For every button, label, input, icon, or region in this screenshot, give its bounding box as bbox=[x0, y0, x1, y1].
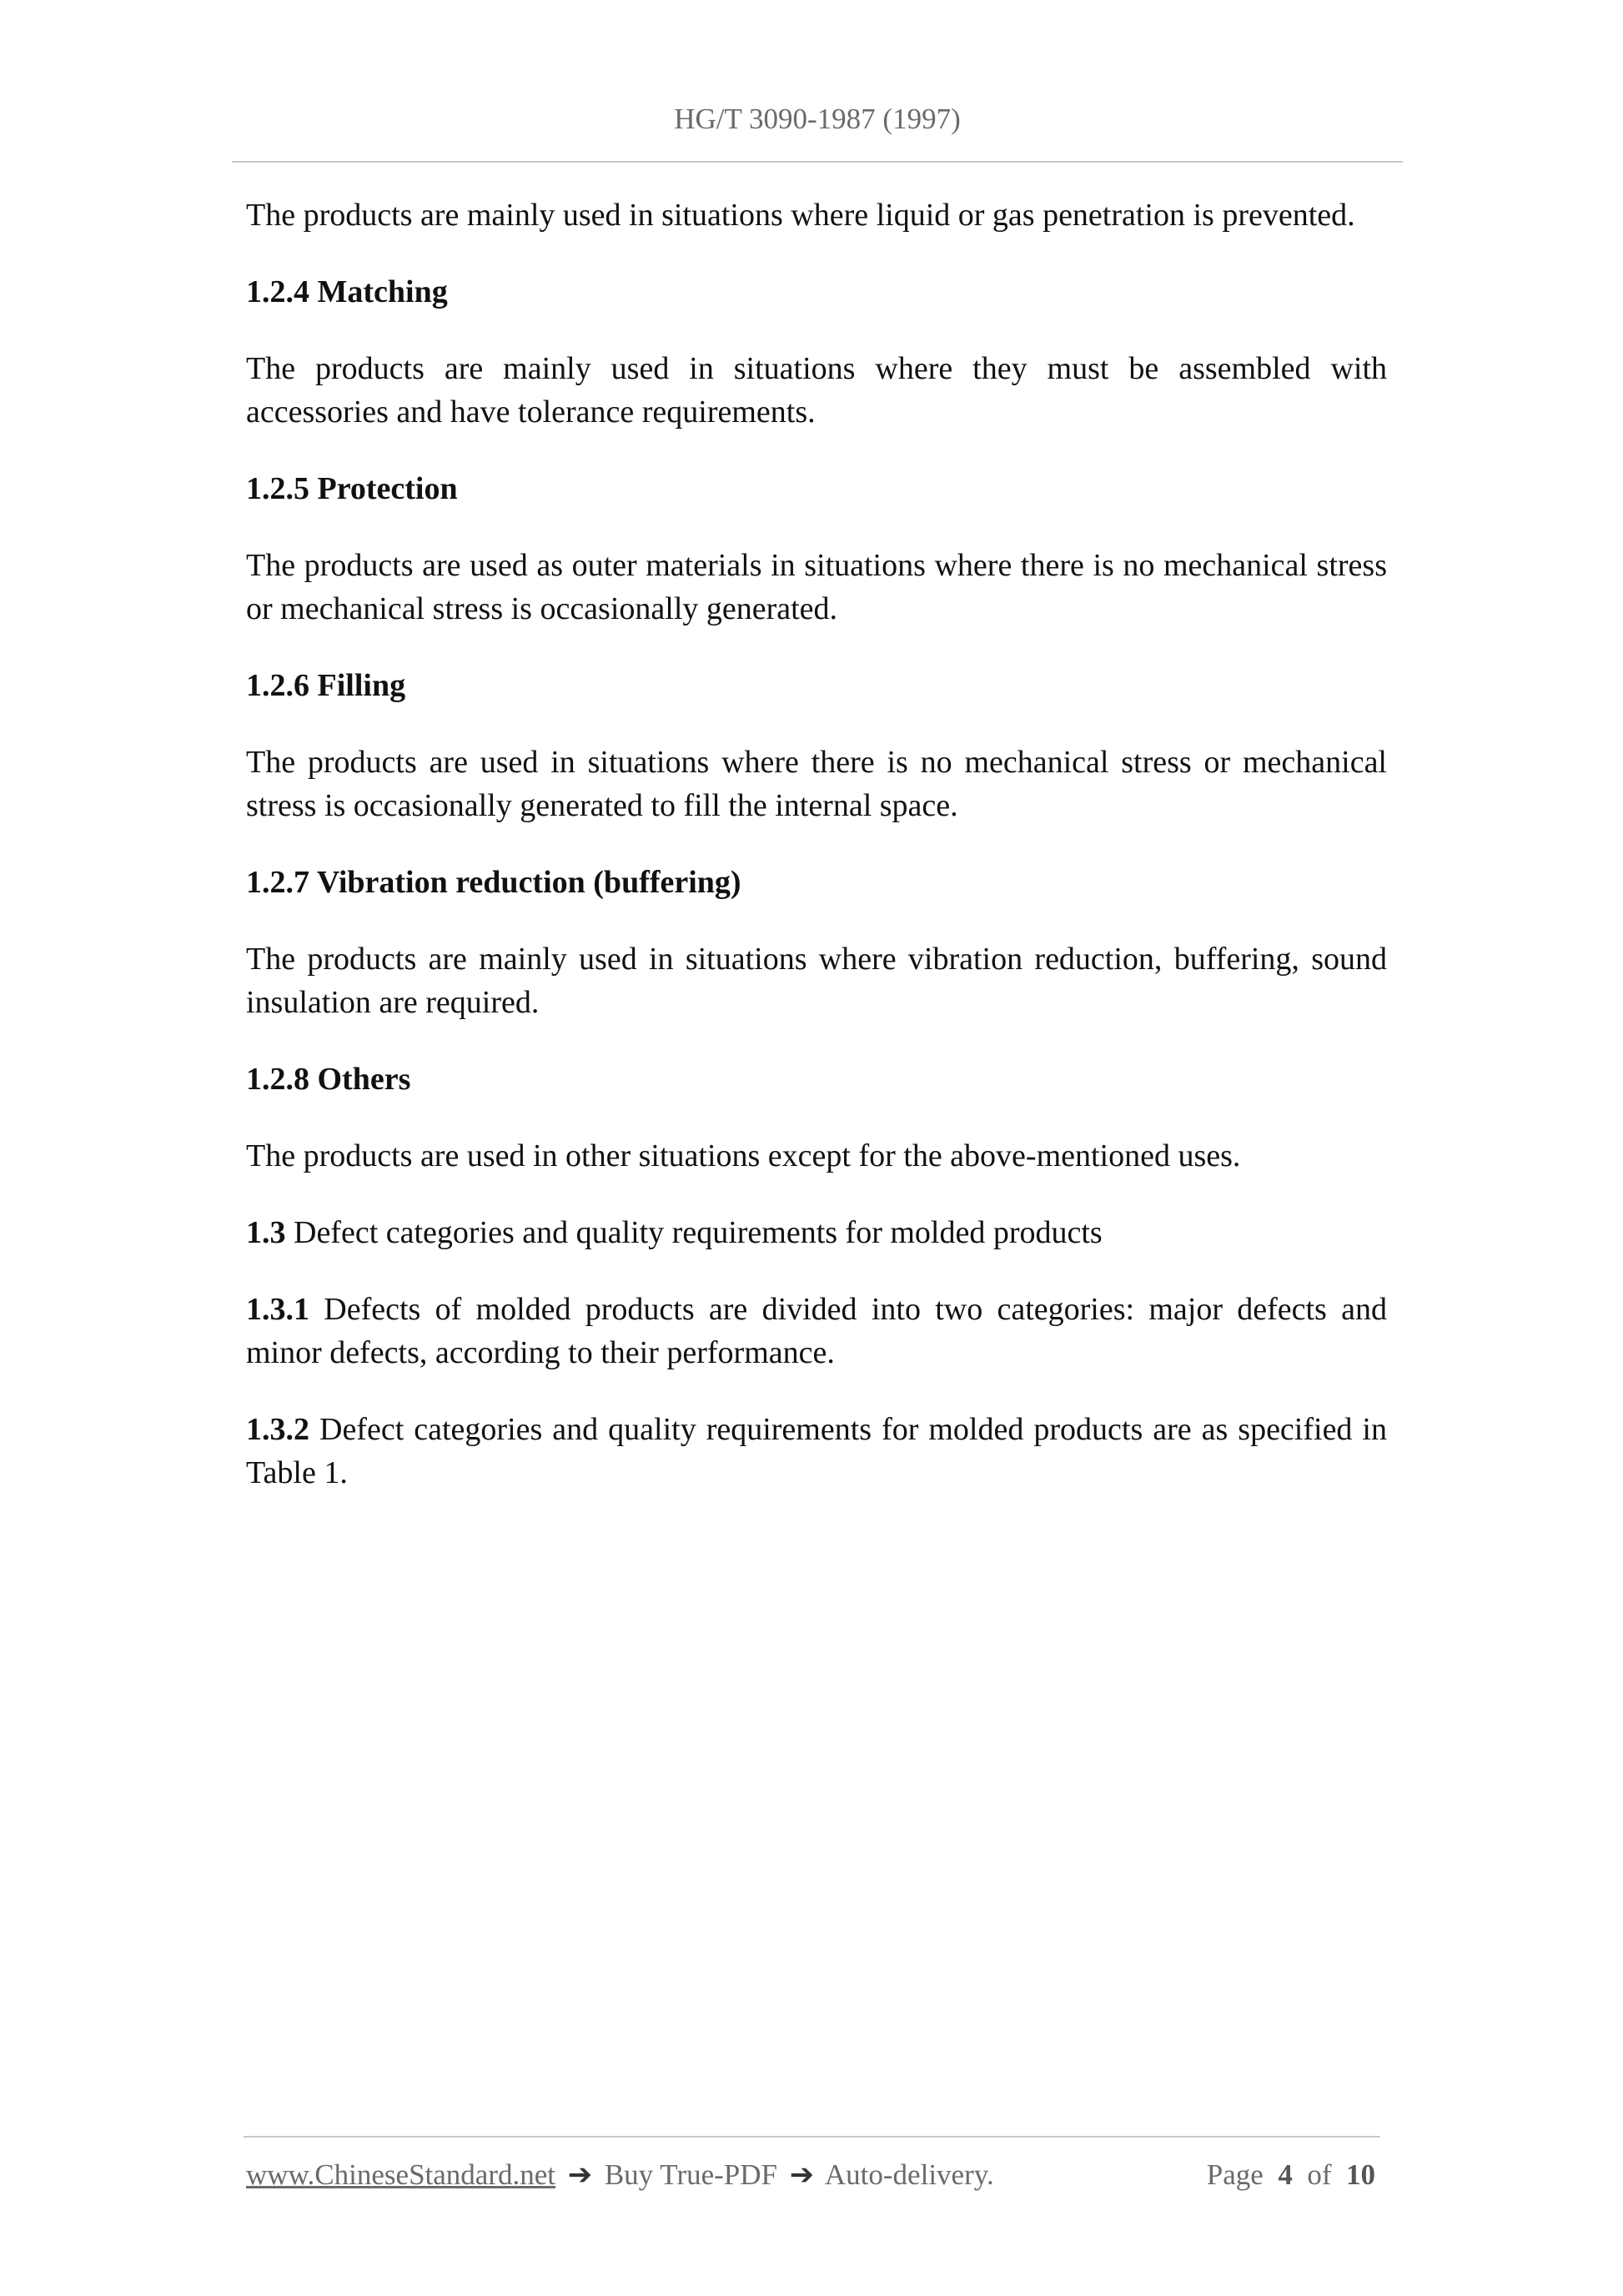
heading-1-2-5: 1.2.5 Protection bbox=[246, 471, 458, 506]
section-text: Defect categories and quality requirements for molded products bbox=[285, 1215, 1103, 1250]
document-body bbox=[246, 193, 1387, 1528]
page-current: 4 bbox=[1278, 2158, 1293, 2191]
section-text: Defect categories and quality requirements for molded products are as specified in Table 1. bbox=[246, 1412, 1387, 1490]
footer-promo bbox=[246, 2156, 994, 2194]
heading-1-2-6: 1.2.6 Filling bbox=[246, 668, 406, 703]
section-1-3 bbox=[246, 1211, 1387, 1254]
arrow-right-icon: ➔ bbox=[567, 2158, 593, 2191]
paragraph-1-2-4: The products are mainly used in situations where they must be assembled with accessories and have tolerance requirements. bbox=[246, 351, 1387, 430]
section-number: 1.3.1 bbox=[246, 1292, 309, 1327]
page-indicator bbox=[1207, 2156, 1375, 2194]
section-number: 1.3 bbox=[246, 1215, 286, 1250]
delivery-text: Auto-delivery. bbox=[824, 2158, 994, 2191]
page-of-label: of bbox=[1307, 2158, 1332, 2191]
section-number: 1.3.2 bbox=[246, 1412, 309, 1447]
paragraph-1-2-7: The products are mainly used in situations where vibration reduction, buffering, sound insulation are required. bbox=[246, 942, 1387, 1020]
site-link[interactable]: www.ChineseStandard.net bbox=[246, 2158, 555, 2191]
page-total: 10 bbox=[1346, 2158, 1375, 2191]
heading-1-2-8: 1.2.8 Others bbox=[246, 1062, 411, 1097]
section-1-3-1 bbox=[246, 1288, 1387, 1374]
header-divider bbox=[232, 161, 1403, 163]
paragraph-intro: The products are mainly used in situations where liquid or gas penetration is prevented. bbox=[246, 198, 1355, 233]
section-1-3-2 bbox=[246, 1408, 1387, 1495]
page-label: Page bbox=[1206, 2158, 1264, 2191]
footer-divider bbox=[244, 2136, 1380, 2138]
heading-1-2-4: 1.2.4 Matching bbox=[246, 274, 448, 309]
paragraph-1-2-6: The products are used in situations where there is no mechanical stress or mechanical stress is occasionally generated to fill the internal space. bbox=[246, 745, 1387, 823]
paragraph-1-2-5: The products are used as outer materials in situations where there is no mechanical stress or mechanical stress is occasionally generated. bbox=[246, 548, 1387, 626]
section-text: Defects of molded products are divided into two categories: major defects and minor defects, according to their performance. bbox=[246, 1292, 1387, 1370]
heading-1-2-7: 1.2.7 Vibration reduction (buffering) bbox=[246, 865, 741, 900]
arrow-right-icon: ➔ bbox=[789, 2158, 815, 2191]
paragraph-1-2-8: The products are used in other situations except for the above-mentioned uses. bbox=[246, 1138, 1241, 1173]
buy-text: Buy True-PDF bbox=[604, 2158, 777, 2191]
page-header: HG/T 3090-1987 (1997) bbox=[674, 103, 961, 135]
